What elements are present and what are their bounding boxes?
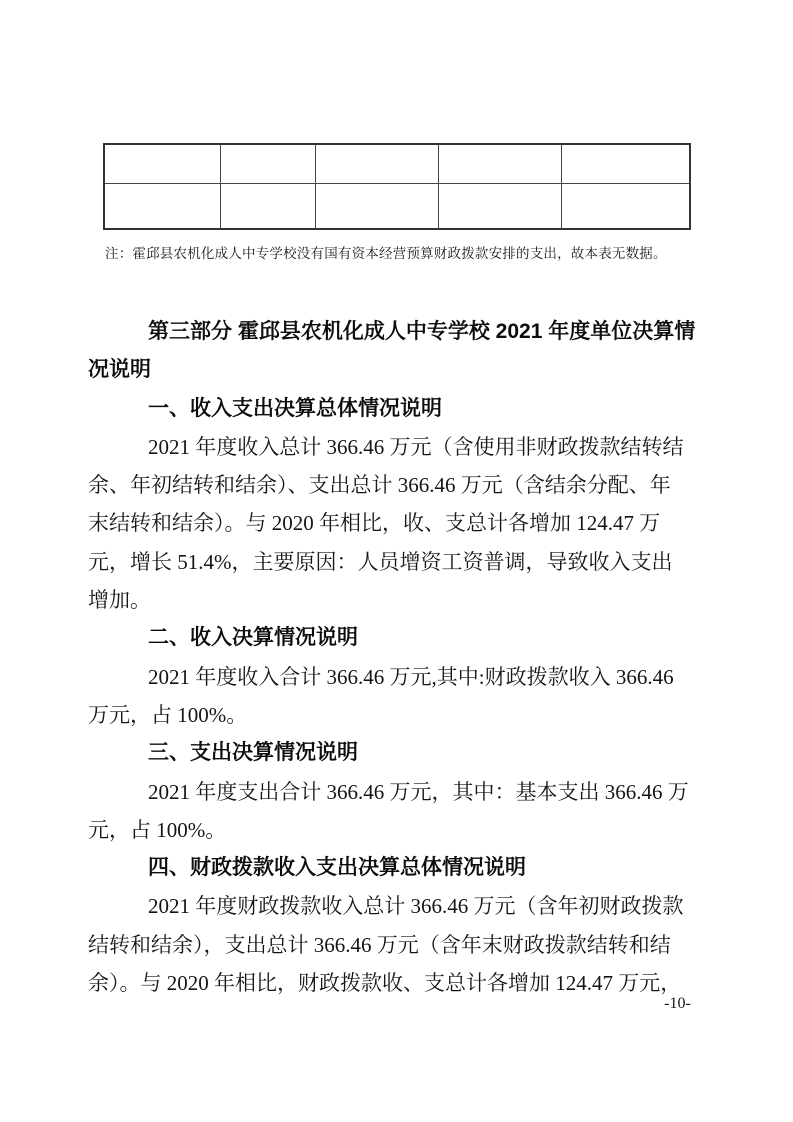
text-line: 第三部分 霍邱县农机化成人中专学校 2021 年度单位决算情 xyxy=(148,320,696,343)
table-note: 注：霍邱县农机化成人中专学校没有国有资本经营预算财政拨款安排的支出，故本表无数据。 xyxy=(105,246,667,261)
text-line: 余）。与 2020 年相比，财政拨款收、支总计各增加 124.47 万元， xyxy=(88,971,682,996)
text-line: 2021 年度收入总计 366.46 万元（含使用非财政拨款结转结 xyxy=(148,434,684,459)
section1-paragraph xyxy=(88,428,705,619)
text-line: 结转和结余），支出总计 366.46 万元（含年末财政拨款结转和结 xyxy=(88,932,671,957)
table-body xyxy=(104,144,690,229)
table-cell xyxy=(220,184,315,230)
section2-heading: 二、收入决算情况说明 xyxy=(148,626,358,650)
text-line: 余、年初结转和结余）、支出总计 366.46 万元（含结余分配、年 xyxy=(88,473,671,498)
section3-heading: 三、支出决算情况说明 xyxy=(148,741,358,765)
table-cell xyxy=(220,144,315,184)
table-row xyxy=(104,184,690,230)
text-line: 2021 年度支出合计 366.46 万元，其中：基本支出 366.46 万 xyxy=(148,779,689,804)
table-cell xyxy=(104,184,220,230)
table-row xyxy=(104,144,690,184)
table-cell xyxy=(104,144,220,184)
text-line: 末结转和结余）。与 2020 年相比，收、支总计各增加 124.47 万 xyxy=(88,511,661,536)
text-line: 元，增长 51.4%，主要原因：人员增资工资普调，导致收入支出 xyxy=(88,549,673,574)
text-line: 万元，占 100%。 xyxy=(88,702,248,727)
section1-heading: 一、收入支出决算总体情况说明 xyxy=(148,396,442,420)
table-cell xyxy=(438,184,561,230)
section4-heading: 四、财政拨款收入支出决算总体情况说明 xyxy=(148,856,526,880)
text-line: 2021 年度收入合计 366.46 万元,其中:财政拨款收入 366.46 xyxy=(148,664,674,689)
table-cell xyxy=(561,184,690,230)
document-title xyxy=(88,313,705,390)
table-cell xyxy=(315,144,438,184)
document-body xyxy=(88,313,705,1002)
section4-paragraph xyxy=(88,887,705,1002)
section2-paragraph xyxy=(88,658,705,735)
empty-budget-table xyxy=(103,143,691,230)
section3-paragraph xyxy=(88,773,705,850)
text-line: 2021 年度财政拨款收入总计 366.46 万元（含年初财政拨款 xyxy=(148,894,684,919)
page-number: -10- xyxy=(664,995,691,1012)
table-cell xyxy=(438,144,561,184)
text-line: 况说明 xyxy=(88,358,151,382)
text-line: 增加。 xyxy=(88,588,151,613)
table-cell xyxy=(561,144,690,184)
text-line: 元，占 100%。 xyxy=(88,817,227,842)
table-cell xyxy=(315,184,438,230)
